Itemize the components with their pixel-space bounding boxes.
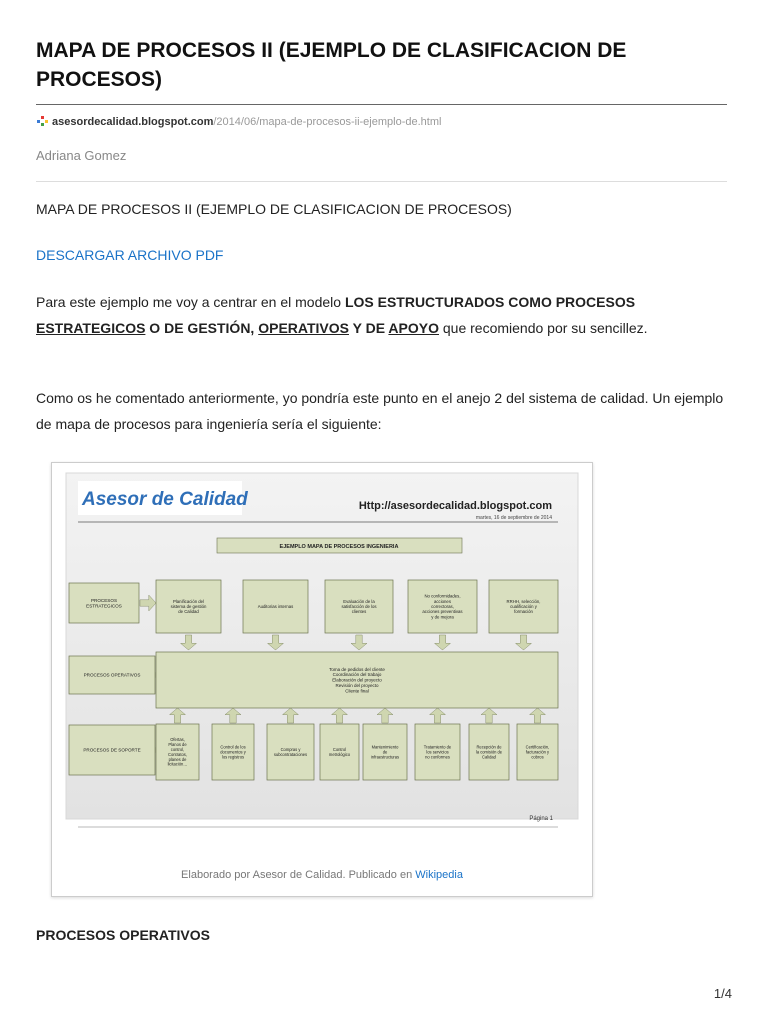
svg-text:licitación…: licitación… bbox=[167, 761, 188, 767]
svg-text:facturación y: facturación y bbox=[525, 749, 550, 755]
svg-text:acciones preventivas: acciones preventivas bbox=[422, 609, 463, 615]
support-process-box bbox=[212, 724, 254, 780]
strategic-process-box bbox=[325, 580, 393, 633]
logo-text: Asesor de Calidad bbox=[82, 489, 248, 510]
svg-text:control,: control, bbox=[170, 746, 185, 752]
author: Adriana Gomez bbox=[36, 148, 127, 163]
svg-text:Elaboración del proyecto: Elaboración del proyecto bbox=[332, 677, 382, 683]
page-title: MAPA DE PROCESOS II (EJEMPLO DE CLASIFICACION DE PROCESOS) bbox=[36, 39, 627, 91]
svg-text:de: de bbox=[382, 749, 388, 755]
paragraph-model: Para este ejemplo me voy a centrar en el modelo LOS ESTRUCTURADOS COMO PROCESOS ESTRATEGICOS O DE GESTIÓN, OPERATIVOS Y DE APOYO que recomiendo por su sencillez. bbox=[36, 294, 648, 336]
svg-text:Control: Control bbox=[332, 746, 347, 752]
intro-title: MAPA DE PROCESOS II (EJEMPLO DE CLASIFICACION DE PROCESOS) bbox=[36, 201, 512, 217]
svg-text:cobros: cobros bbox=[531, 754, 544, 760]
support-process-box bbox=[156, 724, 199, 780]
svg-text:Revisión del proyecto: Revisión del proyecto bbox=[335, 682, 379, 688]
svg-text:clientes: clientes bbox=[351, 609, 367, 615]
svg-text:Cliente final: Cliente final bbox=[345, 688, 369, 694]
svg-text:correctoras,: correctoras, bbox=[431, 604, 454, 610]
figure-caption: Elaborado por Asesor de Calidad. Publicado en Wikipedia bbox=[181, 869, 463, 881]
svg-text:Ofertas,: Ofertas, bbox=[170, 737, 185, 743]
support-process-box bbox=[320, 724, 359, 780]
support-process-box bbox=[469, 724, 509, 780]
svg-text:planes de: planes de bbox=[168, 756, 187, 762]
title-divider bbox=[36, 104, 727, 105]
svg-text:metrológico: metrológico bbox=[328, 751, 351, 757]
svg-text:documentos y: documentos y bbox=[220, 749, 246, 755]
support-process-box bbox=[415, 724, 460, 780]
blogger-favicon-icon bbox=[36, 114, 50, 128]
process-map-image bbox=[52, 463, 592, 863]
svg-text:Evaluación de la: Evaluación de la bbox=[343, 598, 375, 604]
svg-text:y de mejora: y de mejora bbox=[431, 614, 454, 620]
page-label-text: Página 1 bbox=[529, 816, 553, 822]
svg-text:PROCESOS: PROCESOS bbox=[90, 597, 118, 603]
paragraph-annex: Como os he comentado anteriormente, yo pondría este punto en el anejo 2 del sistema de calidad. Un ejemplo de mapa de procesos para ingeniería sería el siguiente: bbox=[36, 390, 724, 432]
svg-text:RRHH, selección,: RRHH, selección, bbox=[506, 598, 541, 604]
strategic-process-box bbox=[489, 580, 558, 633]
strategic-process-box bbox=[408, 580, 477, 633]
svg-text:PROCESOS OPERATIVOS: PROCESOS OPERATIVOS bbox=[83, 672, 141, 678]
operative-process-box bbox=[156, 652, 558, 708]
support-label-box bbox=[69, 725, 155, 775]
svg-text:Calidad: Calidad bbox=[482, 754, 496, 760]
source-line bbox=[36, 114, 441, 130]
source-domain-link[interactable]: asesordecalidad.blogspot.com bbox=[52, 116, 214, 128]
support-process-box bbox=[363, 724, 407, 780]
svg-text:Coordinación del trabajo: Coordinación del trabajo bbox=[332, 672, 382, 678]
svg-text:Recepción de: Recepción de bbox=[476, 744, 502, 750]
strategic-process-box bbox=[156, 580, 221, 633]
support-process-box bbox=[267, 724, 314, 780]
svg-text:infraestructuras: infraestructuras bbox=[370, 754, 400, 760]
support-process-box bbox=[517, 724, 558, 780]
svg-text:Toma de pedidos del cliente: Toma de pedidos del cliente bbox=[329, 666, 385, 672]
svg-text:Tratamiento de: Tratamiento de bbox=[423, 744, 452, 750]
author-divider bbox=[36, 181, 727, 182]
map-title-text: EJEMPLO MAPA DE PROCESOS INGENIERIA bbox=[279, 544, 399, 550]
process-map-figure bbox=[51, 462, 593, 897]
svg-text:Planos de: Planos de bbox=[168, 742, 187, 748]
svg-text:Mantenimiento: Mantenimiento bbox=[371, 744, 399, 750]
svg-text:Auditorias internas: Auditorias internas bbox=[257, 604, 294, 610]
svg-text:ESTRATEGICOS: ESTRATEGICOS bbox=[86, 603, 122, 609]
strategic-label-box bbox=[69, 583, 139, 623]
svg-text:los servicios: los servicios bbox=[426, 749, 449, 755]
svg-text:Contratos,: Contratos, bbox=[168, 751, 187, 757]
svg-text:subcontrataciones: subcontrataciones bbox=[273, 751, 308, 757]
svg-text:PROCESOS DE SOPORTE: PROCESOS DE SOPORTE bbox=[83, 747, 141, 753]
blog-url-text: Http://asesordecalidad.blogspot.com bbox=[358, 500, 552, 512]
wikipedia-link[interactable]: Wikipedia bbox=[415, 869, 463, 881]
svg-text:No conformidades,: No conformidades, bbox=[424, 593, 461, 599]
svg-text:satisfacción de los: satisfacción de los bbox=[341, 604, 377, 610]
svg-text:Planificación del: Planificación del bbox=[172, 598, 205, 604]
svg-text:formación: formación bbox=[514, 609, 533, 615]
svg-text:no conformes: no conformes bbox=[425, 754, 450, 760]
svg-text:la comisión de: la comisión de bbox=[475, 749, 503, 755]
section-heading: PROCESOS OPERATIVOS bbox=[36, 927, 210, 943]
svg-text:Control de los: Control de los bbox=[220, 744, 246, 750]
svg-text:Compras y: Compras y bbox=[280, 746, 301, 752]
page-number: 1/4 bbox=[713, 986, 732, 1001]
svg-text:los registros: los registros bbox=[221, 754, 245, 760]
download-pdf-link[interactable]: DESCARGAR ARCHIVO PDF bbox=[36, 247, 224, 263]
strategic-process-box bbox=[243, 580, 308, 633]
operative-label-box bbox=[69, 656, 155, 694]
svg-text:acciones: acciones bbox=[434, 598, 451, 604]
source-path: /2014/06/mapa-de-procesos-ii-ejemplo-de.html bbox=[213, 116, 442, 128]
svg-text:cualificación y: cualificación y bbox=[510, 604, 537, 610]
svg-text:de Calidad: de Calidad bbox=[178, 609, 199, 615]
date-text: martes, 16 de septiembre de 2014 bbox=[475, 515, 552, 521]
svg-text:Certificación,: Certificación, bbox=[525, 744, 550, 750]
svg-text:sistema de gestión: sistema de gestión bbox=[170, 604, 207, 610]
